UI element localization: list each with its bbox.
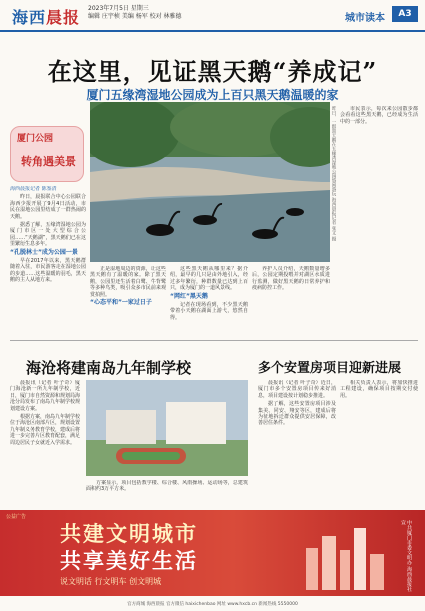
banner-sponsor: 中共厦门市委文明办 海西晨报社 宣 <box>400 520 412 592</box>
housing-headline: 多个安置房项目迎新进展 <box>258 361 402 376</box>
city-skyline-icon <box>300 520 390 590</box>
housing-column-2 <box>340 380 418 504</box>
banner-line-1: 共建文明城市 <box>60 522 198 546</box>
lead-paragraph: 早在2017年以来，黑天鹅群随着入驻，市民游客走在湿地公园的步道……这些温暖的羽毛，黑天鹅的主人从地方来。 <box>10 258 86 284</box>
page-number: A3 <box>392 6 418 22</box>
logo-text-a: 海西 <box>12 8 47 27</box>
school-paragraph: 根据方案，南岛九年制学校位于海沧区南部片区，规划设置九年制义务教育学校，建成后将进一步完善片区教育配套，满足周边居民子女就近入学需求。 <box>10 414 80 446</box>
lead-paragraph: 这些黑天鹅从哪里来？据介绍，最早的几只是由外地引入，经过多年繁衍，种群数量已达到上百只，成为厦门的一道风景线。 <box>170 266 248 292</box>
lead-paragraph: 据悉了解，五缘湾湿地公园为厦门市区一处大型综合公园……“天鹅湖”，黑天鹅们已在这里繁衍生息多年。 <box>10 222 86 248</box>
black-swans-photo <box>90 102 330 262</box>
housing-paragraph: 相关负责人表示，将加快推进工程建设，确保项目按期交付使用。 <box>340 380 418 399</box>
lead-paragraph: 昨日，晨报联合中心公园联合海西少报开展了9月4日活动，市民在湿地公园里结成了一群热闹的天鹅。 <box>10 194 86 220</box>
lead-subheading: “孔脱林士”成为公园一景 <box>10 248 78 256</box>
photo-caption: 昨日，一群黑天鹅在五缘湾湿地公园悠闲游玩 海西晨报记者 张文 摄 <box>331 106 336 241</box>
column-badge <box>10 126 84 182</box>
lead-paragraph: 养护人员介绍，天鹅数量增多后，公园定期投喂并对湖区水质进行监测，做好黑天鹅的日常养护和疫病防控工作。 <box>252 266 330 292</box>
banner-label: 公益广告 <box>6 514 27 520</box>
section-divider <box>10 340 418 341</box>
housing-paragraph: 据了解，这些安置房项目涉及集美、同安、翔安等区，建成后将为征地拆迁群众提供安居保障，改善居住条件。 <box>258 401 336 427</box>
school-rendering-image <box>86 380 248 476</box>
lead-subheading: “心态平和”一家过日子 <box>90 299 152 307</box>
lead-headline: 在这里，见证黑天鹅“养成记” <box>47 57 378 86</box>
issue-date: 2023年7月5日 星期三 <box>88 5 149 12</box>
public-service-banner <box>0 510 425 596</box>
school-rendering <box>86 380 248 476</box>
badge-line-1: 厦门公园 <box>17 134 54 144</box>
lead-column-1 <box>10 186 86 336</box>
page-footer: 官方商城 海西晨报 官方微信 haixichenbao 网址 www.hxcb.cn 新闻热线 5550000 <box>127 602 298 607</box>
lead-column-5 <box>340 106 418 336</box>
banner-line-2: 共享美好生活 <box>60 549 198 573</box>
lead-byline: 海西晨报记者 陈鉴清 <box>10 186 57 192</box>
lead-paragraph: 市民表示，每次来公园散步都会看看这些黑天鹅，已经成为生活中的一部分。 <box>340 106 418 125</box>
school-paragraph: 方案显示，项目包括教学楼、综合楼、风雨操场、运动场等，总建筑面积约3万平方米。 <box>86 480 248 493</box>
lead-paragraph: 正是湿地周边的资源，让这些黑天鹅有了温暖的家。除了黑天鹅，公园里还生活着白鹭、牛背鹭等多种鸟类，吸引众多市民前来观赏拍照。 <box>90 266 166 298</box>
school-column-2 <box>86 480 248 504</box>
section-title: 城市读本 <box>345 13 385 24</box>
school-headline: 海沧将建南岛九年制学校 <box>26 359 192 377</box>
lead-column-2 <box>90 266 166 336</box>
housing-byline: 晨报讯（记者 叶子奇）近日，厦门市多个安置房项目传来好消息，项目建设按计划稳步推进。 <box>258 380 336 399</box>
lead-subhead: 厦门五缘湾湿地公园成为上百只黑天鹅温暖的家 <box>86 88 339 102</box>
dateline <box>88 5 182 21</box>
badge-line-2: 转角遇美景 <box>21 155 76 168</box>
lead-paragraph: 记者在现场看到，不少黑天鹅带着小天鹅在湖面上游弋，悠然自得。 <box>170 302 248 321</box>
newspaper-logo <box>12 5 80 28</box>
housing-column-1 <box>258 380 336 504</box>
lead-subheading: “网红”黑天鹅 <box>170 292 208 300</box>
logo-text-b: 晨报 <box>46 8 81 27</box>
banner-slogan: 说文明话 行文明车 创文明城 <box>60 577 162 586</box>
lead-photo <box>90 102 330 262</box>
lead-column-3 <box>170 266 248 336</box>
school-byline: 晨报讯（记者 叶子奇）厦门海沧新一所九年制学校，近日，厦门市自然资源和规划局海沧分局发布了南岛九年制学校规划建设方案。 <box>10 380 80 412</box>
school-column-1 <box>10 380 80 504</box>
editor-credits: 编辑 庄宇桢 美编 杨军 校对 林雅德 <box>88 13 182 20</box>
lead-column-4 <box>252 266 330 336</box>
